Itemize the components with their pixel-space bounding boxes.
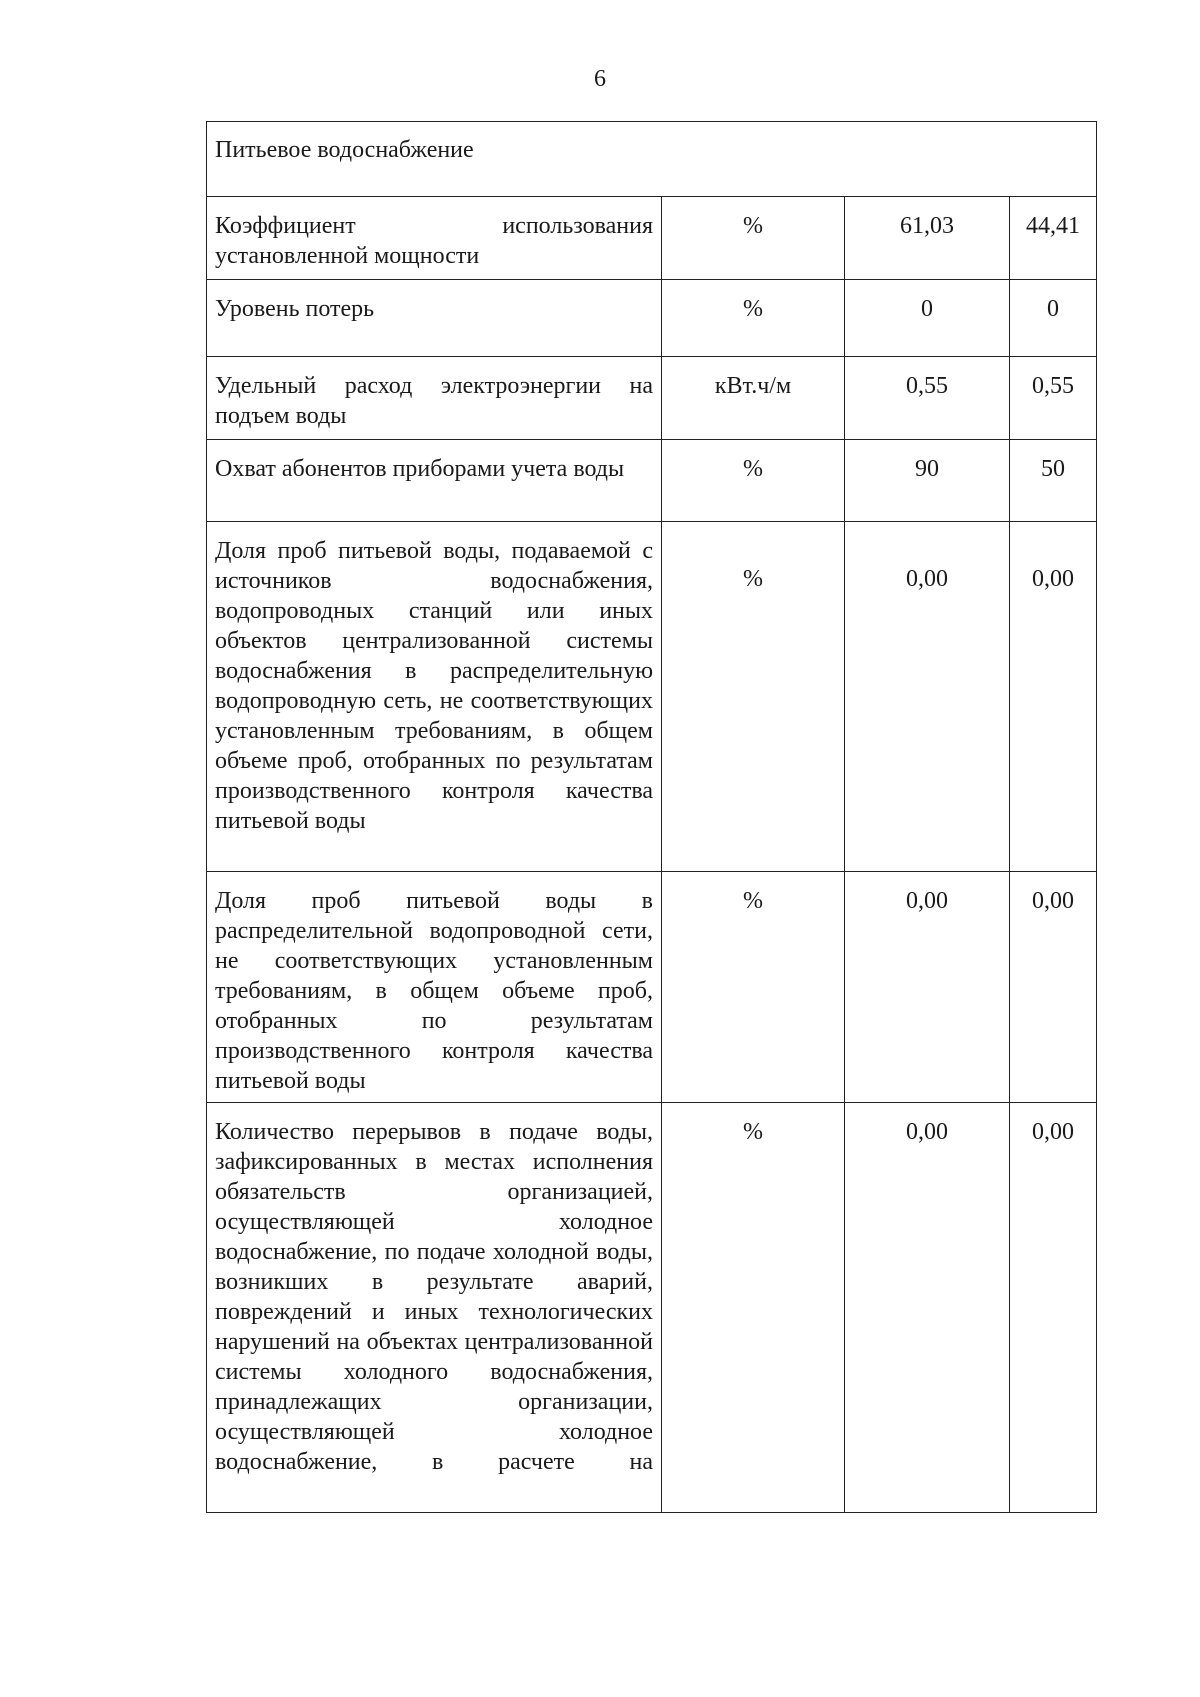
indicator-cell: Коэффициент использования установленной мощности bbox=[207, 197, 662, 280]
value-2-cell: 44,41 bbox=[1010, 197, 1097, 280]
value-1-cell: 0,00 bbox=[845, 522, 1010, 872]
table-row bbox=[207, 1103, 1097, 1513]
page-number: 6 bbox=[594, 66, 606, 92]
unit-cell: % bbox=[662, 280, 845, 357]
table-row bbox=[207, 522, 1097, 872]
section-header-row bbox=[207, 122, 1097, 197]
value-1-cell: 0,00 bbox=[845, 872, 1010, 1103]
value-1-cell: 61,03 bbox=[845, 197, 1010, 280]
indicator-cell: Удельный расход электроэнергии на подъем воды bbox=[207, 357, 662, 440]
unit-cell: % bbox=[662, 1103, 845, 1513]
table-row bbox=[207, 440, 1097, 522]
table-row bbox=[207, 872, 1097, 1103]
value-1-cell: 0,55 bbox=[845, 357, 1010, 440]
value-1-cell: 0 bbox=[845, 280, 1010, 357]
table-row bbox=[207, 280, 1097, 357]
indicators-table bbox=[206, 121, 1097, 1513]
value-2-cell: 0 bbox=[1010, 280, 1097, 357]
table-row bbox=[207, 357, 1097, 440]
indicator-cell: Количество перерывов в подаче воды, зафиксированных в местах исполнения обязательств организацией, осуществляющей холодное водоснабжение, по подаче холодной воды, возникших в результате аварий, повреждений и иных технологических нарушений на объектах централизованной системы холодного водоснабжения, принадлежащих организации, осуществляющей холодное водоснабжение, в расчете на bbox=[207, 1103, 662, 1513]
table-row bbox=[207, 197, 1097, 280]
unit-cell: % bbox=[662, 872, 845, 1103]
unit-cell: % bbox=[662, 197, 845, 280]
value-1-cell: 90 bbox=[845, 440, 1010, 522]
value-2-cell: 0,00 bbox=[1010, 522, 1097, 872]
unit-cell: % bbox=[662, 440, 845, 522]
value-1-cell: 0,00 bbox=[845, 1103, 1010, 1513]
indicator-cell: Доля проб питьевой воды, подаваемой с источников водоснабжения, водопроводных станций или иных объектов централизованной системы водоснабжения в распределительную водопроводную сеть, не соответствующих установленным требованиям, в общем объеме проб, отобранных по результатам производственного контроля качества питьевой воды bbox=[207, 522, 662, 872]
value-2-cell: 50 bbox=[1010, 440, 1097, 522]
value-2-cell: 0,00 bbox=[1010, 1103, 1097, 1513]
section-title: Питьевое водоснабжение bbox=[207, 122, 1097, 197]
value-2-cell: 0,00 bbox=[1010, 872, 1097, 1103]
indicator-cell: Охват абонентов приборами учета воды bbox=[207, 440, 662, 522]
unit-cell: кВт.ч/м bbox=[662, 357, 845, 440]
value-2-cell: 0,55 bbox=[1010, 357, 1097, 440]
indicator-cell: Уровень потерь bbox=[207, 280, 662, 357]
unit-cell: % bbox=[662, 522, 845, 872]
indicator-cell: Доля проб питьевой воды в распределительной водопроводной сети, не соответствующих установленным требованиям, в общем объеме проб, отобранных по результатам производственного контроля качества питьевой воды bbox=[207, 872, 662, 1103]
